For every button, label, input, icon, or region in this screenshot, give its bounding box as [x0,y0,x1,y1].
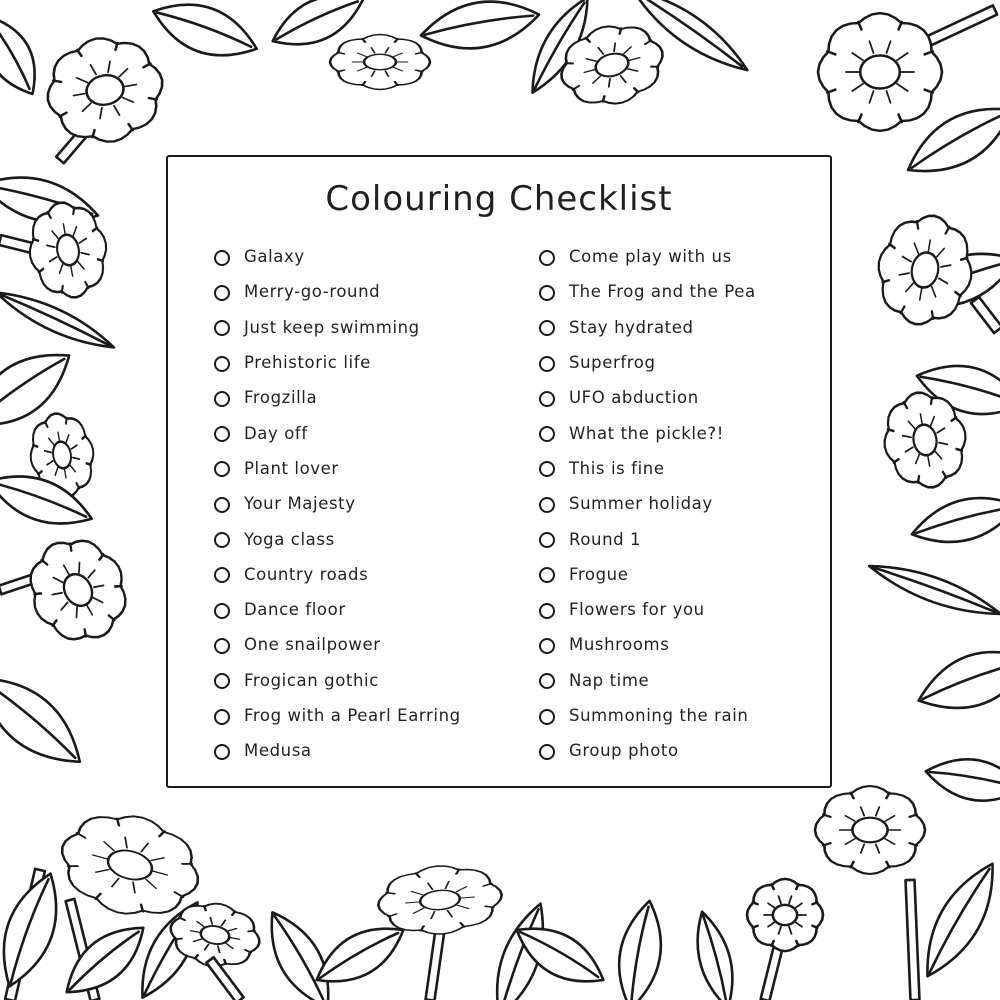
leaf-icon [255,902,345,1000]
circle-checkbox-icon[interactable] [539,285,555,301]
checklist-item-label: Merry-go-round [244,282,381,302]
circle-checkbox-icon[interactable] [214,250,230,266]
checklist-item-label: Round 1 [569,529,642,549]
checklist-item-label: One snailpower [244,635,381,655]
checklist-item[interactable] [214,239,514,274]
leaf-icon [910,636,1000,724]
circle-checkbox-icon[interactable] [539,744,555,760]
checklist-item[interactable] [214,310,514,345]
circle-checkbox-icon[interactable] [539,497,555,513]
checklist-card [166,155,832,788]
checklist-item[interactable] [214,592,514,627]
circle-checkbox-icon[interactable] [539,673,555,689]
circle-checkbox-icon[interactable] [539,461,555,477]
checklist-item[interactable] [539,345,819,380]
stem-icon [971,297,1000,333]
leaf-icon [865,555,1000,625]
checklist-item[interactable] [214,663,514,698]
checklist-item-label: UFO abduction [569,388,699,408]
flower-center-icon [852,818,887,843]
checklist-item-label: Mushrooms [569,635,670,655]
checklist-item[interactable] [214,380,514,415]
circle-checkbox-icon[interactable] [539,603,555,619]
checklist-item-label: Day off [244,423,308,443]
flower-center-icon [364,54,396,69]
checklist-item-label: Your Majesty [244,494,356,514]
checklist-item-label: What the pickle?! [569,423,724,443]
checklist-item[interactable] [539,521,819,556]
leaf-icon [0,659,96,781]
circle-checkbox-icon[interactable] [539,391,555,407]
circle-checkbox-icon[interactable] [539,426,555,442]
checklist-item-label: Superfrog [569,353,656,373]
checklist-item[interactable] [539,663,819,698]
leaf-icon [417,0,543,58]
circle-checkbox-icon[interactable] [214,709,230,725]
circle-checkbox-icon[interactable] [214,532,230,548]
checklist-item-label: Come play with us [569,247,732,267]
circle-checkbox-icon[interactable] [539,709,555,725]
circle-checkbox-icon[interactable] [214,497,230,513]
checklist-item[interactable] [214,486,514,521]
checklist-right-column [539,239,819,768]
checklist-item-label: Dance floor [244,600,346,620]
checklist-item[interactable] [539,310,819,345]
checklist-item-label: Frog with a Pearl Earring [244,706,461,725]
flower-center-icon [860,56,900,89]
circle-checkbox-icon[interactable] [214,567,230,583]
leaf-vein-icon [873,566,996,612]
checklist-item-label: Group photo [569,741,679,761]
checklist-item[interactable] [214,521,514,556]
checklist-item-label: Stay hydrated [569,317,694,337]
checklist-item[interactable] [539,486,819,521]
circle-checkbox-icon[interactable] [214,673,230,689]
checklist-item[interactable] [214,345,514,380]
stem-icon [426,929,445,1000]
checklist-item-label: Nap time [569,670,650,690]
flower-center-icon [773,905,797,925]
circle-checkbox-icon[interactable] [214,638,230,654]
checklist-item-label: Summer holiday [569,494,713,514]
checklist-item-label: This is fine [569,458,665,478]
checklist-item[interactable] [539,239,819,274]
leaf-icon [0,866,72,994]
checklist-item[interactable] [539,557,819,592]
checklist-item[interactable] [214,415,514,450]
circle-checkbox-icon[interactable] [539,320,555,336]
checklist-item[interactable] [539,592,819,627]
checklist-item[interactable] [214,627,514,662]
circle-checkbox-icon[interactable] [214,426,230,442]
checklist-item[interactable] [539,627,819,662]
circle-checkbox-icon[interactable] [214,603,230,619]
checklist-item-label: Frogzilla [244,388,318,408]
checklist-item[interactable] [214,557,514,592]
circle-checkbox-icon[interactable] [539,567,555,583]
checklist-item[interactable] [539,451,819,486]
circle-checkbox-icon[interactable] [539,638,555,654]
circle-checkbox-icon[interactable] [214,461,230,477]
checklist-item-label: Galaxy [244,247,305,267]
checklist-item[interactable] [539,733,819,768]
checklist-item-label: Yoga class [244,529,335,549]
checklist-item-label: Plant lover [244,458,339,478]
checklist-item-label: Prehistoric life [244,353,371,373]
checklist-left-column [214,239,514,768]
checklist-item[interactable] [539,698,819,733]
leaf-vein-icon [0,293,109,345]
checklist-item[interactable] [539,274,819,309]
circle-checkbox-icon[interactable] [539,532,555,548]
checklist-item-label: Flowers for you [569,600,705,620]
circle-checkbox-icon[interactable] [214,285,230,301]
checklist-item[interactable] [539,415,819,450]
circle-checkbox-icon[interactable] [214,391,230,407]
checklist-item-label: Country roads [244,564,369,584]
stem-icon [906,880,920,1000]
leaf-icon [0,6,50,104]
circle-checkbox-icon[interactable] [214,320,230,336]
circle-checkbox-icon[interactable] [214,356,230,372]
page-title: Colouring Checklist [325,179,673,219]
leaf-icon [146,0,265,70]
circle-checkbox-icon[interactable] [214,744,230,760]
checklist-item-label: Just keep swimming [244,317,420,337]
checklist-item[interactable] [539,380,819,415]
checklist-item-label: Summoning the rain [569,706,749,725]
checklist-item[interactable] [214,733,514,768]
checklist-item[interactable] [214,698,514,733]
checklist-item-label: Frogican gothic [244,670,379,690]
checklist-item-label: Medusa [244,741,312,761]
checklist-item[interactable] [214,274,514,309]
circle-checkbox-icon[interactable] [539,356,555,372]
checklist-item-label: Frogue [569,564,629,584]
circle-checkbox-icon[interactable] [539,250,555,266]
checklist-item[interactable] [214,451,514,486]
checklist-item-label: The Frog and the Pea [569,282,756,302]
